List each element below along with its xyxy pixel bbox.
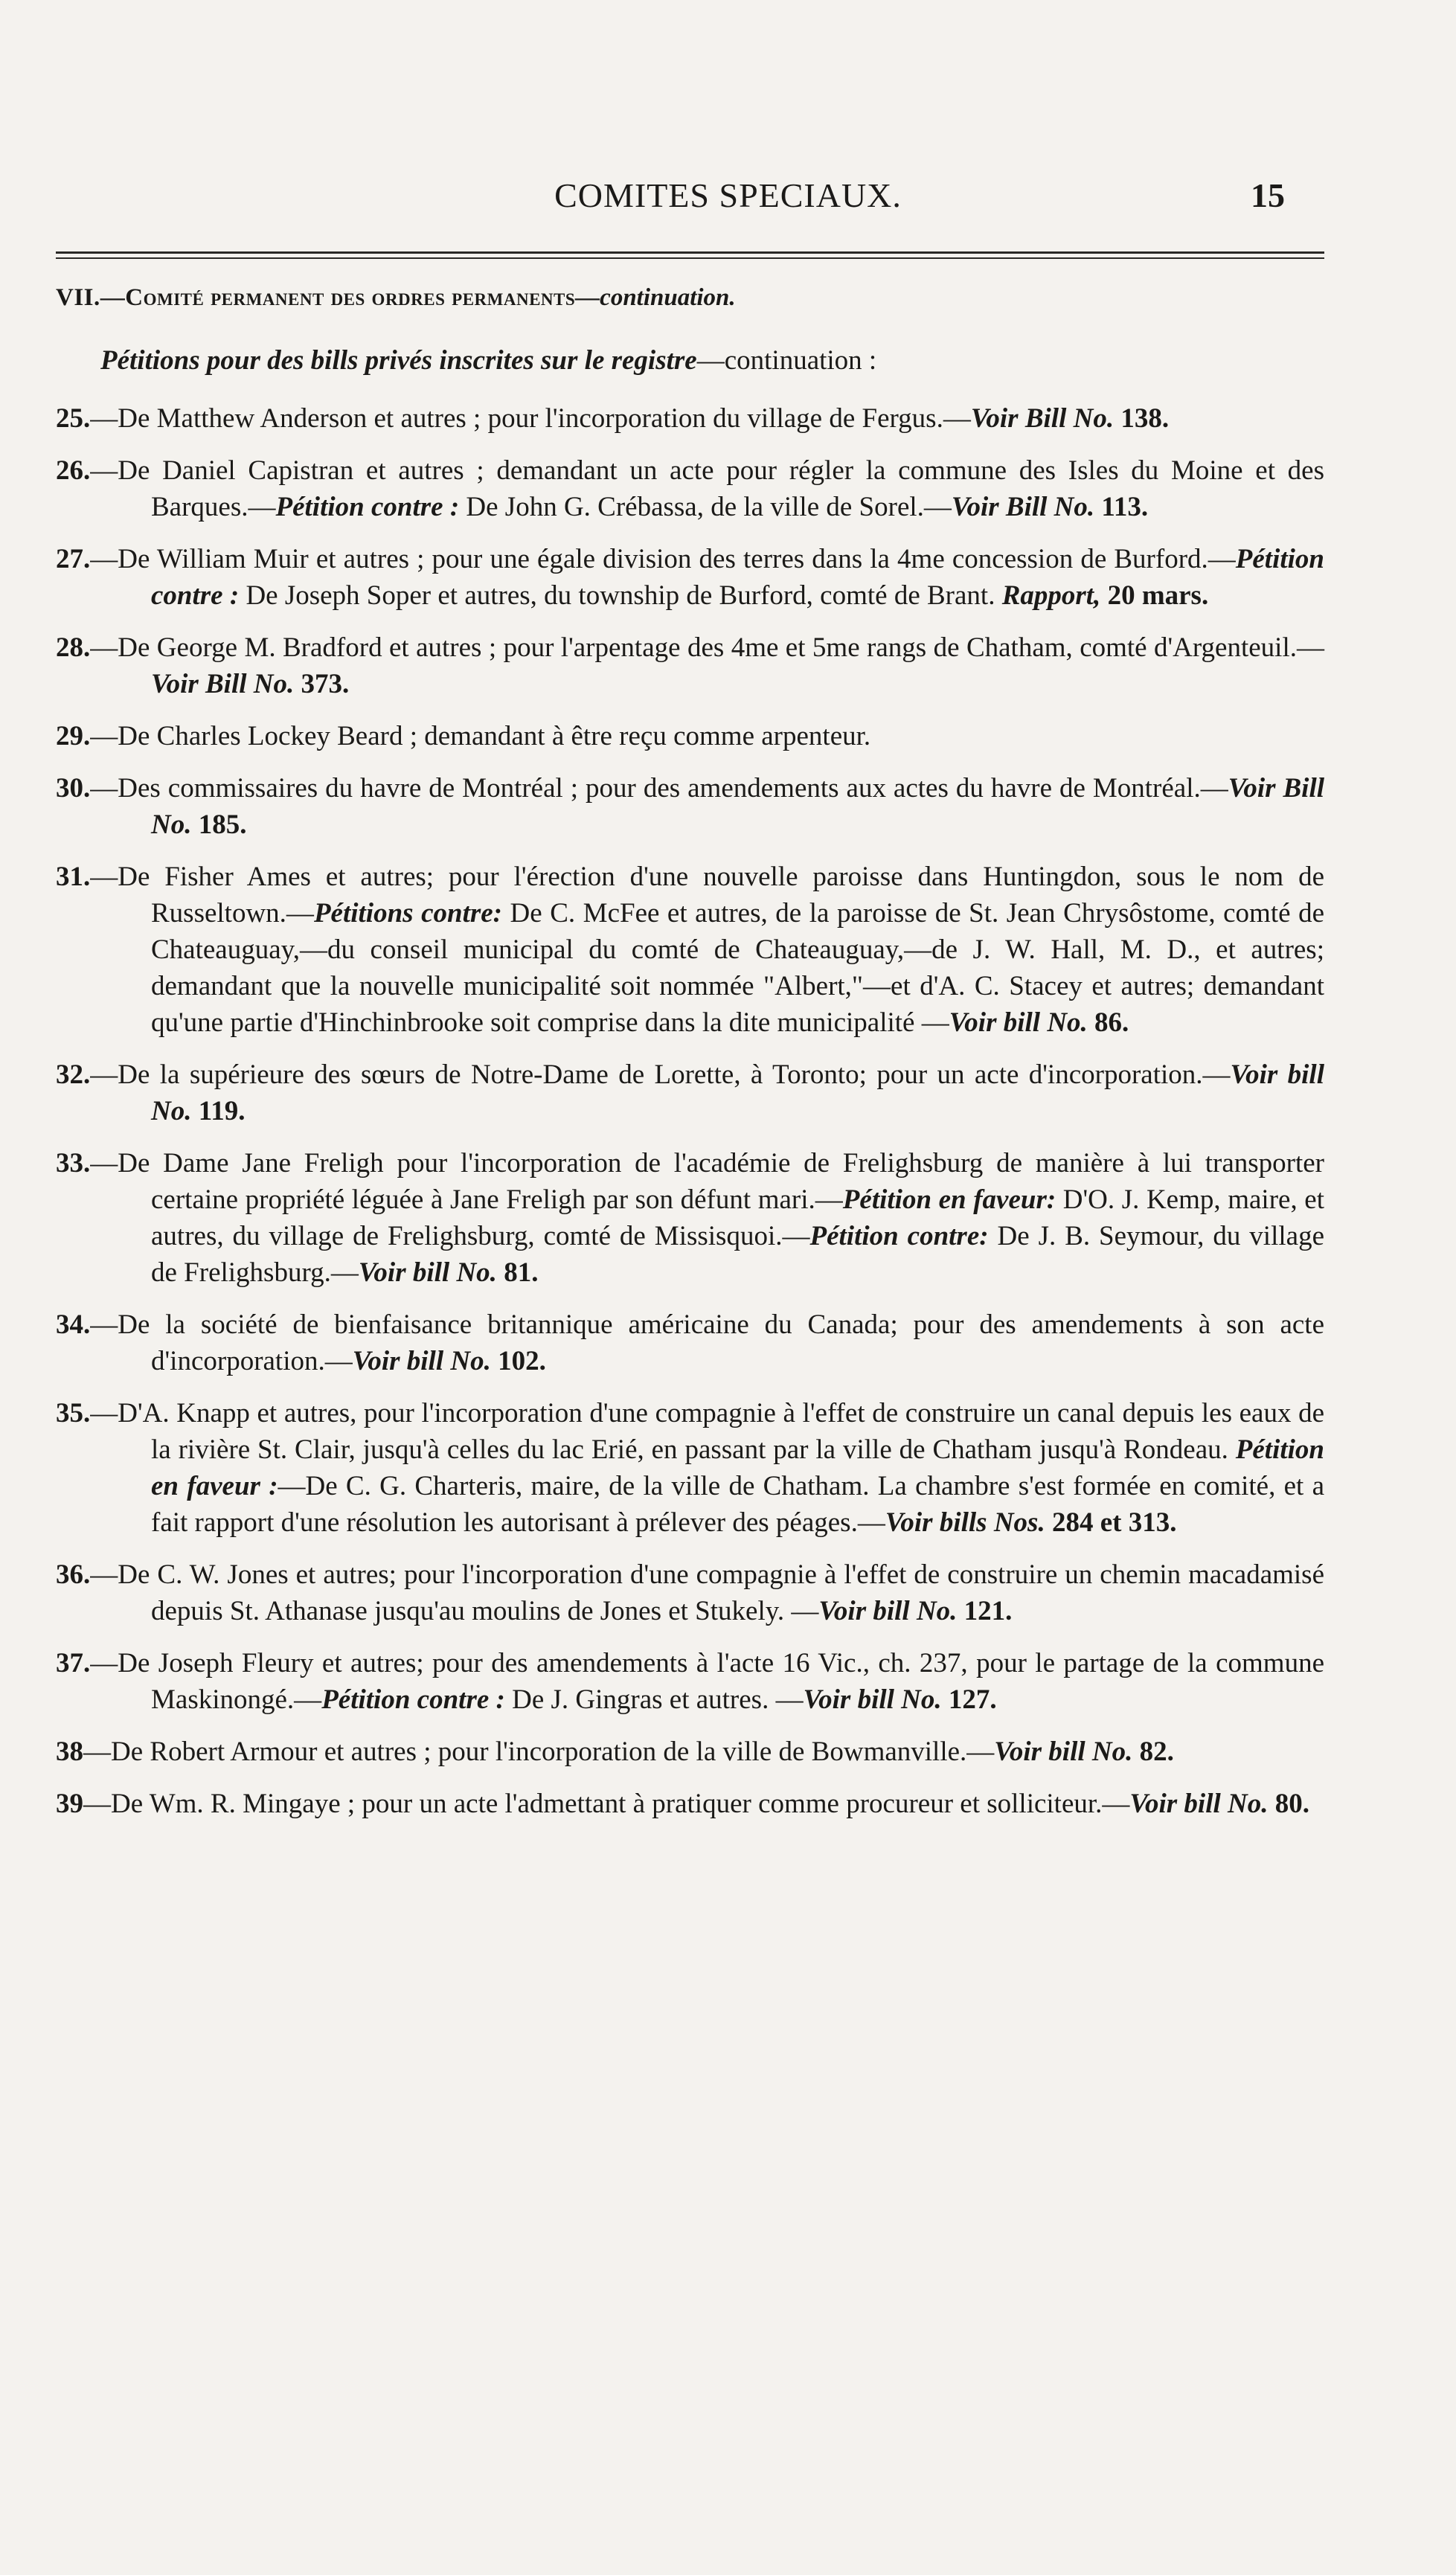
petition-entry	[56, 1556, 1324, 1629]
entry-text: —De Dame Jane Freligh pour l'incorporation de l'académie de Frelighsburg de manière à lui transporter certaine propriété léguée à Jane Freligh par son défunt mari.—	[90, 1148, 1324, 1215]
entry-text: —De la supérieure des sœurs de Notre-Dame de Lorette, à Toronto; pour un acte d'incorporation.—	[90, 1059, 1231, 1090]
entry-text: —De William Muir et autres ; pour une égale division des terres dans la 4me concession de Burford.—	[90, 544, 1236, 574]
entry-number: 34.	[56, 1309, 91, 1340]
entry-italic-label: Pétition en faveur :	[151, 1434, 1324, 1501]
subheading-rest: —continuation :	[696, 345, 877, 376]
entry-reference-number: 185.	[191, 809, 247, 840]
petition-entry	[56, 1734, 1324, 1770]
petition-entry	[56, 452, 1324, 525]
entry-reference-label: Voir bill No.	[994, 1737, 1133, 1767]
entry-reference-number: 81.	[496, 1257, 539, 1288]
entry-number: 37.	[56, 1648, 91, 1678]
entry-reference-label: Voir Bill No.	[151, 669, 295, 699]
petition-entry	[56, 1145, 1324, 1291]
petition-entry	[56, 1056, 1324, 1129]
entry-reference-label: Voir bill No.	[803, 1684, 942, 1715]
entry-text: De Joseph Soper et autres, du township de Burford, comté de Brant.	[239, 580, 1002, 611]
entry-reference-number: 119.	[191, 1096, 246, 1126]
entry-text: De J. B. Seymour, du village de Frelighsburg.—	[151, 1221, 1324, 1288]
entry-reference-number: 82.	[1132, 1737, 1174, 1767]
entry-reference-number: 373.	[294, 669, 350, 699]
petition-entry	[56, 541, 1324, 614]
entry-reference-number: 80.	[1268, 1789, 1309, 1819]
petition-entry	[56, 1645, 1324, 1718]
entry-reference-number: 284 et 313.	[1045, 1507, 1177, 1538]
entry-italic-label: Pétitions contre:	[313, 898, 503, 929]
entry-reference-number: 138.	[1114, 403, 1170, 434]
section-title: —Comité permanent des ordres permanents	[100, 284, 576, 311]
entry-reference-label: Voir Bill No.	[951, 492, 1095, 522]
entry-text: —De Joseph Fleury et autres; pour des amendements à l'acte 16 Vic., ch. 237, pour le partage de la commune Maskinongé.—	[90, 1648, 1324, 1715]
entry-reference-label: Voir bill No.	[949, 1007, 1088, 1038]
entry-reference-label: Voir bill No.	[1129, 1789, 1269, 1819]
petition-entry	[56, 770, 1324, 843]
entry-reference-number: 121.	[957, 1596, 1013, 1626]
petition-entry	[56, 1395, 1324, 1541]
entry-text: —De Robert Armour et autres ; pour l'incorporation de la ville de Bowmanville.—	[83, 1737, 995, 1767]
entry-reference-label: Voir Bill No.	[970, 403, 1115, 434]
entry-number: 28.	[56, 632, 91, 663]
entry-reference-label: Voir bill No.	[151, 1059, 1324, 1126]
entry-text: —De Fisher Ames et autres; pour l'érection d'une nouvelle paroisse dans Huntingdon, sous le nom de Russeltown.—	[90, 862, 1324, 929]
entry-text: —De la société de bienfaisance britannique américaine du Canada; pour des amendements à son acte d'incorporation.—	[90, 1309, 1324, 1376]
entry-reference-label: Voir bill No.	[352, 1346, 491, 1376]
petition-entry	[56, 400, 1324, 437]
entry-text: De J. Gingras et autres. —	[504, 1684, 804, 1715]
entry-number: 36.	[56, 1559, 91, 1590]
entry-number: 33.	[56, 1148, 91, 1179]
entry-text: De John G. Crébassa, de la ville de Sorel.—	[459, 492, 952, 522]
entry-text: —De Wm. R. Mingaye ; pour un acte l'admettant à pratiquer comme procureur et solliciteur.—	[83, 1789, 1130, 1819]
entry-text: —De Charles Lockey Beard ; demandant à être reçu comme arpenteur.	[90, 721, 871, 751]
entry-text: D'O. J. Kemp, maire, et autres, du village de Frelighsburg, comté de Missisquoi.—	[151, 1184, 1325, 1251]
entry-number: 25.	[56, 403, 91, 434]
section-heading	[56, 284, 1324, 312]
section-number: VII.	[56, 284, 100, 311]
entry-reference-label: Voir bill No.	[818, 1596, 958, 1626]
entry-text: —De Daniel Capistran et autres ; demandant un acte pour régler la commune des Isles du Moine et des Barques.—	[90, 455, 1324, 522]
entry-text: De C. McFee et autres, de la paroisse de St. Jean Chrysôstome, comté de Chateauguay,—du conseil municipal du comté de Chateauguay,—de J. W. Hall, M. D., et autres; demandant que la nouvelle municipalité soit nommée "Albert,"—et d'A. C. Stacey et autres; demandant qu'une partie d'Hinchinbrooke soit comprise dans la dite municipalité —	[151, 898, 1324, 1038]
entry-text: —De C. G. Charteris, maire, de la ville de Chatham. La chambre s'est formée en comité, et a fait rapport d'une résolution les autorisant à prélever des péages.—	[151, 1471, 1324, 1538]
entry-reference-number: 127.	[941, 1684, 997, 1715]
header-rule	[56, 251, 1324, 254]
entry-number: 30.	[56, 773, 91, 804]
section-continuation: —continuation.	[575, 284, 736, 311]
entry-italic-label: Pétition en faveur:	[842, 1184, 1056, 1215]
entry-italic-label: Pétition contre :	[151, 544, 1324, 611]
entry-reference-label: Rapport,	[1001, 580, 1101, 611]
entry-italic-label: Pétition contre :	[321, 1684, 505, 1715]
entry-text: —Des commissaires du havre de Montréal ; pour des amendements aux actes du havre de Montréal.—	[90, 773, 1228, 804]
entry-text: —De Matthew Anderson et autres ; pour l'incorporation du village de Fergus.—	[90, 403, 971, 434]
entry-italic-label: Pétition contre:	[809, 1221, 989, 1251]
subheading-italic: Pétitions pour des bills privés inscrites sur le registre	[100, 345, 697, 376]
petition-entry	[56, 1306, 1324, 1379]
entry-reference-label: Voir bill No.	[358, 1257, 497, 1288]
entry-number: 38	[56, 1737, 83, 1767]
page-header	[0, 176, 1456, 223]
entry-reference-number: 20 mars.	[1100, 580, 1209, 611]
petition-entry	[56, 629, 1324, 702]
petition-entry	[56, 1786, 1324, 1822]
entry-text: —De George M. Bradford et autres ; pour l'arpentage des 4me et 5me rangs de Chatham, comté d'Argenteuil.—	[90, 632, 1324, 663]
entry-number: 31.	[56, 862, 91, 892]
page-content	[56, 284, 1324, 1838]
entry-reference-label: Voir Bill No.	[151, 773, 1325, 840]
petition-entry	[56, 718, 1324, 754]
entry-number: 32.	[56, 1059, 91, 1090]
petition-list	[56, 400, 1324, 1822]
entry-text: —De C. W. Jones et autres; pour l'incorporation d'une compagnie à l'effet de construire un chemin macadamisé depuis St. Athanase jusqu'au moulins de Jones et Stukely. —	[90, 1559, 1324, 1626]
entry-text: —D'A. Knapp et autres, pour l'incorporation d'une compagnie à l'effet de construire un canal depuis les eaux de la rivière St. Clair, jusqu'à celles du lac Erié, en passant par la ville de Chatham jusqu'à Rondeau.	[90, 1398, 1324, 1465]
entry-reference-number: 113.	[1094, 492, 1149, 522]
entry-reference-number: 102.	[490, 1346, 546, 1376]
running-title: COMITES SPECIAUX.	[554, 176, 902, 214]
entry-number: 39	[56, 1789, 83, 1819]
entry-number: 29.	[56, 721, 91, 751]
header-rule-secondary	[56, 257, 1324, 259]
subheading	[100, 344, 1324, 376]
entry-reference-number: 86.	[1087, 1007, 1129, 1038]
entry-number: 27.	[56, 544, 91, 574]
petition-entry	[56, 859, 1324, 1041]
entry-number: 35.	[56, 1398, 91, 1428]
entry-reference-label: Voir bills Nos.	[885, 1507, 1045, 1538]
page-number: 15	[1251, 176, 1285, 214]
entry-italic-label: Pétition contre :	[275, 492, 460, 522]
entry-number: 26.	[56, 455, 91, 486]
